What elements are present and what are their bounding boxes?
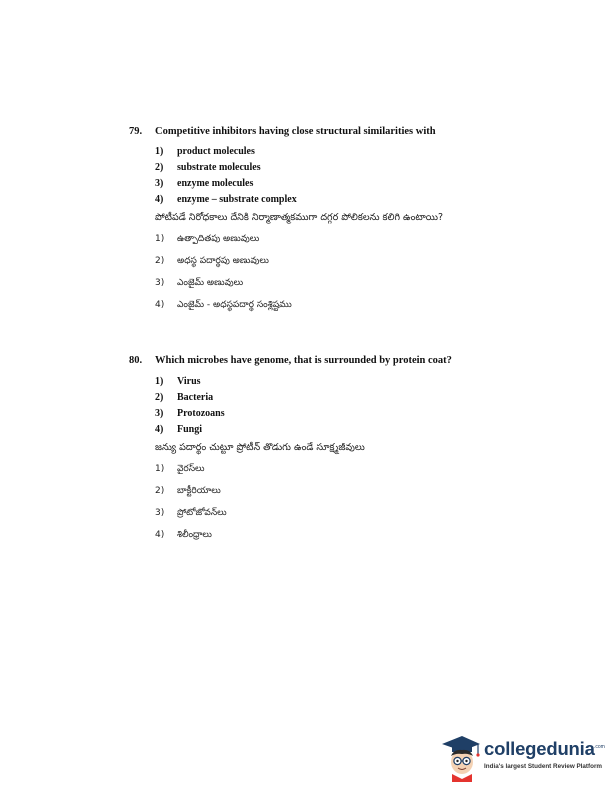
option-te-3: 3) ప్రోటోజోవన్‌లు [155,508,227,518]
option-te-3: 3) ఎంజైమ్ అణువులు [155,278,244,288]
question-text: Competitive inhibitors having close structural similarities with [155,126,436,137]
option-en-4: 4) enzyme – substrate complex [155,194,297,205]
english-options [129,376,569,440]
question-text-telugu: పోటీపడే నిరోధకాలు దేనికి నిర్మాణాత్మకముగా దగ్గర పోలికలను కలిగి ఉంటాయి? [155,212,444,223]
option-en-3: 3) enzyme molecules [155,178,254,189]
mascot-icon [438,732,482,782]
option-en-3: 3) Protozoans [155,408,225,419]
brand-tagline: India's largest Student Review Platform [484,763,603,770]
option-te-4: 4) శిలీంధ్రాలు [155,530,212,540]
option-en-1: 1) Virus [155,376,201,387]
collegedunia-logo[interactable] [438,732,608,786]
question-number: 79. [129,126,143,137]
english-options [129,146,569,210]
option-en-4: 4) Fungi [155,424,203,435]
option-te-4: 4) ఎంజైమ్ - అధస్థపదార్థ సంశ్లిష్టము [155,300,292,310]
question-text: Which microbes have genome, that is surrounded by protein coat? [155,355,452,366]
question-header [129,126,569,140]
brand-domain: .com [594,744,605,750]
question-text-telugu: జన్యు పదార్థం చుట్టూ ప్రోటీన్ తొడుగు ఉండే సూక్ష్మజీవులు [155,442,365,453]
option-te-1: 1) ఉత్పాదితపు అణువులు [155,234,260,244]
question-header [129,355,569,369]
telugu-options [129,464,569,552]
telugu-options [129,234,569,322]
option-te-1: 1) వైరస్‌లు [155,464,205,474]
question-79 [129,126,569,322]
option-en-1: 1) product molecules [155,146,255,157]
option-te-2: 2) బాక్టీరియాలు [155,486,221,496]
brand-name: collegedunia [484,738,595,759]
option-en-2: 2) substrate molecules [155,162,261,173]
question-80 [129,355,569,552]
question-number: 80. [129,355,143,366]
option-en-2: 2) Bacteria [155,392,214,403]
option-te-2: 2) అధస్థ పదార్థపు అణువులు [155,256,269,266]
